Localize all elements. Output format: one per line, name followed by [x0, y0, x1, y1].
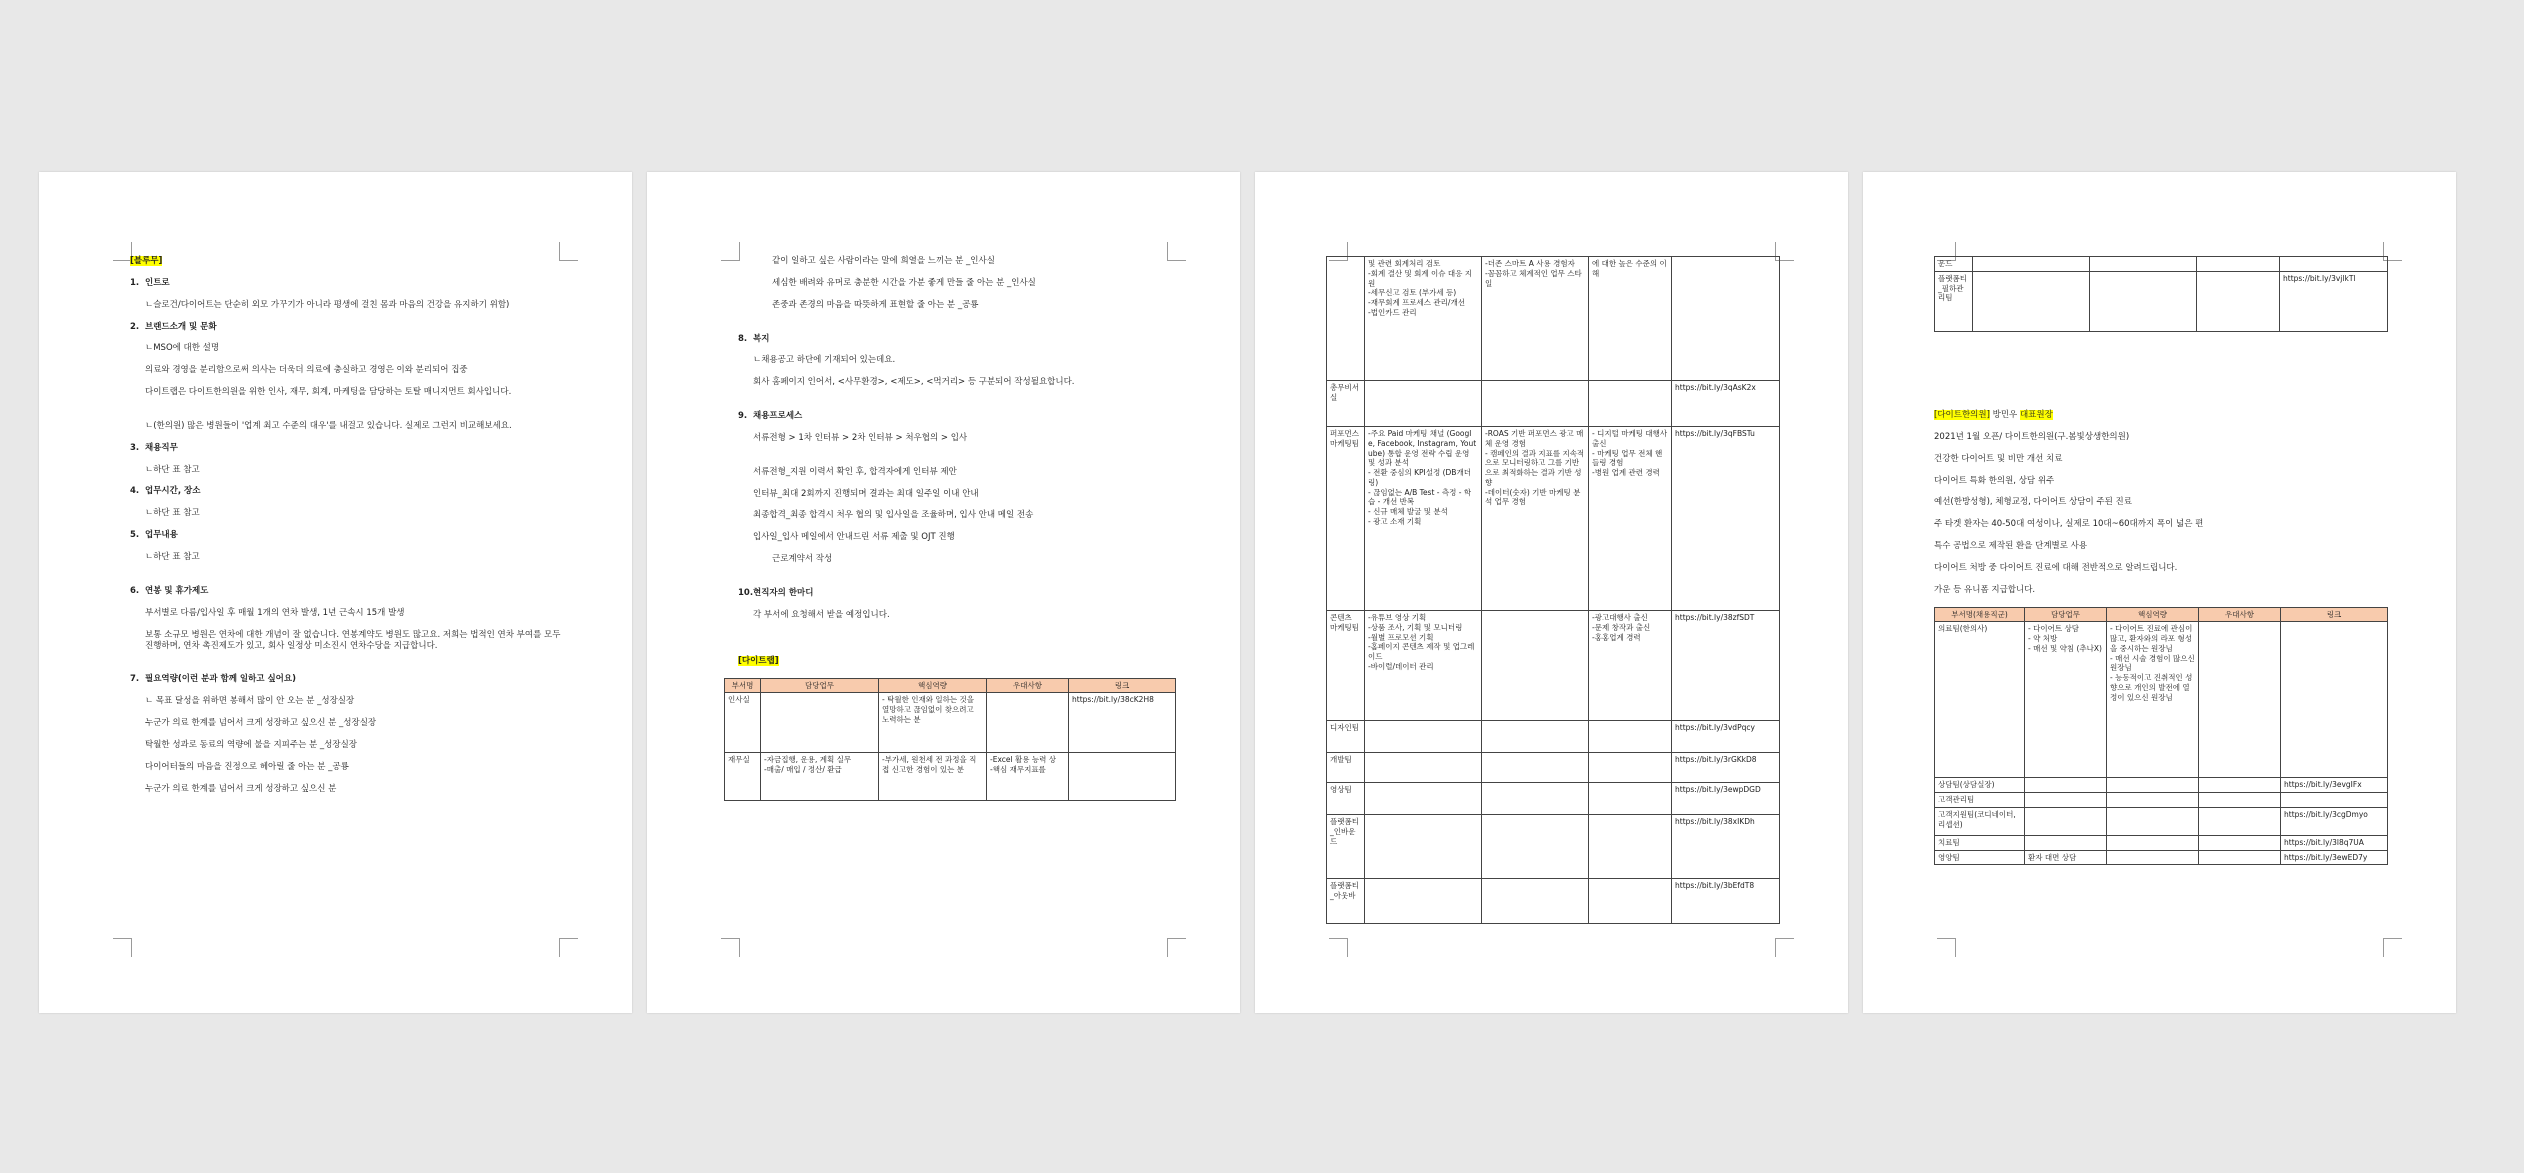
- table-cell: [1365, 783, 1482, 815]
- table-cell: [2107, 850, 2199, 865]
- dept-table-continued: [1934, 256, 2388, 332]
- table-cell: [2199, 850, 2281, 865]
- link-cell[interactable]: https://bit.ly/3cgDmyo: [2281, 807, 2388, 835]
- paragraph-line: 인터뷰_최대 2회까지 진행되며 결과는 최대 일주일 이내 안내: [753, 488, 979, 499]
- section-heading: 10.현직자의 한마디: [738, 587, 814, 598]
- link-cell[interactable]: https://bit.ly/3ewED7y: [2281, 850, 2388, 865]
- paragraph-line: 다이어트 특화 한의원, 상담 위주: [1934, 475, 2055, 486]
- column-header: 부서명(채용직군): [1935, 607, 2025, 622]
- paragraph-line: 존중과 존경의 마음을 따뜻하게 표현할 줄 아는 분 _공룡: [772, 299, 979, 310]
- table-cell: [1589, 783, 1672, 815]
- table-cell: [1973, 271, 2090, 331]
- table-cell: [1589, 879, 1672, 924]
- table-row: [1327, 879, 1780, 924]
- table-cell: 인사실: [725, 693, 761, 753]
- section-heading: 4. 업무시간, 장소: [130, 486, 201, 497]
- table-cell: [1327, 257, 1365, 381]
- crop-mark: [559, 938, 578, 957]
- section-heading: 3. 채용직무: [130, 442, 178, 453]
- table-cell: 개발팀: [1327, 753, 1365, 783]
- table-row: [1935, 807, 2388, 835]
- paragraph-line: ㄴ하단 표 참고: [145, 551, 200, 562]
- section-heading: 6. 연봉 및 휴가제도: [130, 585, 209, 596]
- spacer: [738, 632, 1170, 644]
- link-cell[interactable]: https://bit.ly/3bEfdT8: [1672, 879, 1780, 924]
- table-cell: 상담팀(상담실장): [1935, 778, 2025, 793]
- table-header-row: [1935, 607, 2388, 622]
- table-cell: -Excel 활용 능력 상 -핵심 재무지표를: [987, 753, 1069, 801]
- spacer: [738, 322, 1170, 334]
- table-cell: [2107, 778, 2199, 793]
- table-cell: -광고대행사 출신 -문제 창작과 출신 -홍홍업계 경력: [1589, 611, 1672, 721]
- document-page-1: [39, 172, 632, 1013]
- table-cell: [1365, 721, 1482, 753]
- table-cell: 환자 대면 상담: [2025, 850, 2107, 865]
- crop-mark: [2383, 938, 2402, 957]
- table-cell: - 탁월한 인재와 일하는 것을 열망하고 끊임없이 찾으려고 노력하는 분: [879, 693, 987, 753]
- paragraph-line: ㄴMSO에 대한 설명: [145, 343, 220, 354]
- table-cell: [1482, 753, 1589, 783]
- paragraph-line: 서류전형 > 1차 인터뷰 > 2차 인터뷰 > 처우협의 > 입사: [753, 432, 968, 443]
- column-header: 링크: [2281, 607, 2388, 622]
- table-cell: 플랫폼티_인바운드: [1327, 815, 1365, 879]
- paragraph-line: ㄴ 목표 달성을 위하면 봉해서 많이 안 오는 분 _성장실장: [145, 696, 355, 707]
- table-cell: [2107, 793, 2199, 808]
- paragraph-line: ㄴ(한의원) 많은 병원들이 '업계 최고 수준의 대우'를 내걸고 있습니다. 실제로 그런지 비교해보세요.: [145, 420, 512, 431]
- paragraph-line: ㄴ채용공고 하단에 기재되어 있는데요.: [753, 355, 896, 366]
- table-cell: 플랫폼티_필하관리팀: [1935, 271, 1973, 331]
- table-cell: -더존 스마트 A 사용 경험자 -꼼꼼하고 체계적인 업무 스타일: [1482, 257, 1589, 381]
- table-cell: -자금집행, 운용, 계획 실무 -매출/ 매입 / 정산/ 환급: [761, 753, 879, 801]
- table-cell: [2199, 778, 2281, 793]
- link-cell[interactable]: https://bit.ly/38zfSDT: [1672, 611, 1780, 721]
- table-cell: [2199, 622, 2281, 778]
- table-cell: [2090, 257, 2197, 272]
- table-cell: [1973, 257, 2090, 272]
- table-row: [1935, 622, 2388, 778]
- table-cell: 콘텐츠 마케팅팀: [1327, 611, 1365, 721]
- link-cell[interactable]: https://bit.ly/3evgIFx: [2281, 778, 2388, 793]
- section-heading: 1. 인트로: [130, 277, 170, 288]
- paragraph-line: 서류전형_지원 이력서 확인 후, 합격자에게 인터뷰 제안: [753, 466, 957, 477]
- spacer: [130, 662, 562, 674]
- table-row: [1327, 611, 1780, 721]
- table-row: [1327, 815, 1780, 879]
- table-cell: [1482, 815, 1589, 879]
- table-row: [1935, 271, 2388, 331]
- table-row: [1327, 427, 1780, 611]
- table-cell: 재무실: [725, 753, 761, 801]
- paragraph-line: 다이트랩은 다이트한의원을 위한 인사, 재무, 회계, 마케팅을 담당하는 토탈 매니지먼트 회사입니다.: [145, 387, 512, 398]
- dept-table: [724, 678, 1176, 802]
- table-cell: -부가세, 원천세 전 과정을 직접 신고한 경험이 있는 분: [879, 753, 987, 801]
- paragraph-line: 의료와 경영을 분리함으로써 의사는 더욱더 의료에 충실하고 경영은 이와 분리되어 집중: [145, 365, 468, 376]
- table-cell: [1589, 381, 1672, 427]
- crop-mark: [1329, 938, 1348, 957]
- column-header: 담당업무: [761, 678, 879, 693]
- paragraph-line: 건강한 다이어트 및 비만 개선 치료: [1934, 453, 2063, 464]
- column-header: 부서명: [725, 678, 761, 693]
- table-cell: -유튜브 영상 기획 -상품 조사, 기획 및 모니터링 -월별 프로모션 기획 -홈페이지 콘텐츠 제작 및 업그레이드 -바이럴/데이터 관리: [1365, 611, 1482, 721]
- table-cell: - 다이어트 상담 - 약 처방 - 매선 및 약침 (추나X): [2025, 622, 2107, 778]
- table-cell: [761, 693, 879, 753]
- paragraph-line: ㄴ하단 표 참고: [145, 508, 200, 519]
- paragraph-line: 보통 소규모 병원은 연차에 대한 개념이 잘 없습니다. 연봉계약도 병원도 많고요. 저희는 법적인 연차 부여를 모두 진행하며, 연차 촉진제도가 있고, 회사 일정상 미소진시 연차수당을 지급합니다.: [145, 629, 561, 651]
- table-cell: [2199, 835, 2281, 850]
- table-cell: - 다이어트 진료에 관심이 많고, 환자와의 라포 형성을 중시하는 원장님 - 매선 시술 경험이 많으신 원장님 - 능동적이고 진취적인 성향으로 개인의 발전에 열정이 있으신 원장님: [2107, 622, 2199, 778]
- column-header: 링크: [1069, 678, 1176, 693]
- paragraph-line: 근로계약서 작성: [772, 554, 833, 565]
- link-cell[interactable]: https://bit.ly/3vjlkTl: [2280, 271, 2388, 331]
- table-cell: [1482, 381, 1589, 427]
- column-header: 우대사항: [2199, 607, 2281, 622]
- section-heading: 2. 브랜드소개 및 문화: [130, 321, 217, 332]
- table-cell: [1482, 721, 1589, 753]
- column-header: 핵심역량: [2107, 607, 2199, 622]
- table-cell: [2090, 271, 2197, 331]
- link-cell[interactable]: https://bit.ly/3ewpDGD: [1672, 783, 1780, 815]
- section-heading: 7. 필요역량(이런 분과 함께 일하고 싶어요): [130, 674, 296, 685]
- table-cell: 총무비서실: [1327, 381, 1365, 427]
- spacer: [130, 574, 562, 586]
- paragraph-line: 다이어트 처방 중 다이어트 진료에 대해 전반적으로 알려드립니다.: [1934, 562, 2178, 573]
- table-row: [1935, 793, 2388, 808]
- table-cell: [2025, 807, 2107, 835]
- paragraph-line: 각 부서에 요청해서 받을 예정입니다.: [753, 609, 890, 620]
- table-cell: - 디지털 마케팅 대행사 출신 - 마케팅 업무 전체 핸들링 경험 -병원 업계 관련 경력: [1589, 427, 1672, 611]
- paragraph-line: 같이 일하고 싶은 사람이라는 말에 희열을 느끼는 분 _인사실: [772, 256, 995, 266]
- table-cell: [2197, 257, 2280, 272]
- paragraph-line: 최종합격_최종 합격시 처우 협의 및 입사일을 조율하며, 입사 안내 메일 전송: [753, 510, 1034, 521]
- table-cell: [1482, 611, 1589, 721]
- table-row: [1327, 783, 1780, 815]
- table-row: [1935, 778, 2388, 793]
- spacer: [738, 576, 1170, 588]
- paragraph-line: 2021년 1월 오픈/ 다이트한의원(구.봄빛상생한의원): [1934, 431, 2130, 442]
- table-cell: [1672, 257, 1780, 381]
- link-cell[interactable]: https://bit.ly/3qFBSTu: [1672, 427, 1780, 611]
- table-cell: [2025, 793, 2107, 808]
- table-cell: 영양팀: [1935, 850, 2025, 865]
- paragraph-line: 누군가 의료 한계를 넘어서 크게 성장하고 싶으신 분: [145, 783, 337, 794]
- paragraph-line: 다이어터들의 마음을 진정으로 헤아릴 줄 아는 분 _공룡: [145, 761, 349, 772]
- document-page-3: [1255, 172, 1848, 1013]
- table-row: [1327, 257, 1780, 381]
- column-header: 우대사항: [987, 678, 1069, 693]
- table-cell: 에 대한 높은 수준의 이해: [1589, 257, 1672, 381]
- table-cell: 고객관리팀: [1935, 793, 2025, 808]
- table-cell: 치료팀: [1935, 835, 2025, 850]
- link-cell[interactable]: https://bit.ly/3vdPqcy: [1672, 721, 1780, 753]
- paragraph-line: ㄴ하단 표 참고: [145, 464, 200, 475]
- spacer: [738, 644, 1170, 656]
- crop-mark: [1775, 938, 1794, 957]
- table-cell: [2199, 807, 2281, 835]
- paragraph-line: 회사 홈페이지 인어서, <사무환경>, <제도>, <먹거리> 등 구분되어 작성될요합니다.: [753, 377, 1075, 388]
- table-cell: [2280, 257, 2388, 272]
- spacer: [130, 409, 562, 421]
- table-cell: 영상팀: [1327, 783, 1365, 815]
- table-cell: [1482, 879, 1589, 924]
- table-cell: 운드: [1935, 257, 1973, 272]
- table-cell: [1482, 783, 1589, 815]
- clinic-description: [1934, 432, 2386, 596]
- crop-mark: [113, 938, 132, 957]
- table-cell: [2199, 793, 2281, 808]
- paragraph-line: 탁월한 성과로 동료의 역량에 불을 지피주는 분 _성장실장: [145, 739, 358, 750]
- table-cell: [2281, 793, 2388, 808]
- page-1-body: [130, 278, 562, 795]
- table-cell: [2107, 835, 2199, 850]
- table-cell: [1589, 815, 1672, 879]
- paragraph-line: 누군가 의료 한계를 넘어서 크게 성장하고 싶으신 분 _성장실장: [145, 718, 377, 729]
- clinic-table: [1934, 607, 2388, 866]
- table-cell: 플랫폼티_아웃바: [1327, 879, 1365, 924]
- table-row: [1935, 850, 2388, 865]
- table-cell: 의료팀(한의사): [1935, 622, 2025, 778]
- table-cell: [2197, 271, 2280, 331]
- link-cell[interactable]: https://bit.ly/3l8q7UA: [2281, 835, 2388, 850]
- table-cell: [2025, 778, 2107, 793]
- paragraph-line: 입사일_입사 메일에서 안내드린 서류 제출 및 OJT 진행: [753, 532, 955, 543]
- document-page-4: [1863, 172, 2456, 1013]
- paragraph-line: 부서별로 다름/입사일 후 매월 1개의 연차 발생, 1년 근속시 15개 발생: [145, 607, 405, 618]
- table-cell: -주요 Paid 마케팅 채널 (Google, Facebook, Instagram, Youtube) 통합 운영 전략 수립 운영 및 성과 분석 - 전환 중심의 KPI설정 (DB개더링) - 끊임없는 A/B Test - 측정 - 학습 - 개선 반복 - 신규 매체 발굴 및 분석 - 광고 소재 기획: [1365, 427, 1482, 611]
- table-cell: [1589, 721, 1672, 753]
- table-row: [1327, 753, 1780, 783]
- table-cell: [1589, 753, 1672, 783]
- spacer: [738, 455, 1170, 467]
- table-cell: 및 관련 회계처리 검토 -회계 결산 및 회계 이슈 대응 지원 -세무신고 검토 (부가세 등) -재무회계 프로세스 관리/개선 -법인카드 관리: [1365, 257, 1482, 381]
- paragraph-line: 주 타겟 환자는 40-50대 여성이나, 실제로 10대~60대까지 폭이 넓은 편: [1934, 519, 2204, 530]
- table-row: [1327, 721, 1780, 753]
- table-row: [725, 753, 1176, 801]
- table-cell: 디자인팀: [1327, 721, 1365, 753]
- link-cell[interactable]: https://bit.ly/3rGKkD8: [1672, 753, 1780, 783]
- page-2-body: [738, 256, 1170, 656]
- table-header-row: [725, 678, 1176, 693]
- table-cell: [1365, 879, 1482, 924]
- column-header: 핵심역량: [879, 678, 987, 693]
- table-cell: 고객지원팀(코디네이터, 리셉션): [1935, 807, 2025, 835]
- paragraph-line: 가운 등 유니폼 지급합니다.: [1934, 584, 2036, 595]
- table-cell: 퍼포먼스마케팅팀: [1327, 427, 1365, 611]
- table-label: [다이트랩]: [738, 655, 779, 666]
- paragraph-line: 세심한 배려와 유머로 충분한 시간을 가분 좋게 만들 줄 아는 분 _인사실: [772, 277, 1036, 288]
- crop-mark: [1937, 938, 1956, 957]
- dept-table-continued: [1326, 256, 1780, 924]
- table-cell: [1365, 753, 1482, 783]
- table-cell: [2025, 835, 2107, 850]
- section-heading: 5. 업무내용: [130, 530, 178, 541]
- table-cell: [1365, 815, 1482, 879]
- link-cell[interactable]: https://bit.ly/38xIKDh: [1672, 815, 1780, 879]
- table-row: [1935, 835, 2388, 850]
- table-cell: [1365, 381, 1482, 427]
- crop-mark: [721, 938, 740, 957]
- clinic-heading: [다이트한의원] 방민우 대표원장: [1934, 410, 2053, 420]
- crop-mark: [1167, 938, 1186, 957]
- table-cell: -ROAS 기반 퍼포먼스 광고 매체 운영 경험 - 캠페인의 결과 지표를 지속적으로 모니터링하고 그를 기반으로 최적화하는 결과 기반 성향 -데이터(숫자) 기반 마케팅 분석 업무 경험: [1482, 427, 1589, 611]
- link-cell[interactable]: https://bit.ly/38cK2H8: [1069, 693, 1176, 753]
- table-row: [725, 693, 1176, 753]
- page-heading: [블루무]: [130, 256, 163, 266]
- table-cell: [2281, 622, 2388, 778]
- table-row: [1327, 381, 1780, 427]
- table-row: [1935, 257, 2388, 272]
- column-header: 담당업무: [2025, 607, 2107, 622]
- document-page-2: [647, 172, 1240, 1013]
- paragraph-line: ㄴ슬로건/다이어트는 단순히 외모 가꾸기가 아니라 평생에 걸친 몸과 마음의 건강을 유지하기 위함): [145, 299, 510, 310]
- section-heading: 9. 채용프로세스: [738, 411, 803, 422]
- link-cell[interactable]: https://bit.ly/3qAsK2x: [1672, 381, 1780, 427]
- paragraph-line: 예선(한방성형), 체형교정, 다이어트 상담이 주된 진료: [1934, 497, 2132, 508]
- spacer: [738, 399, 1170, 411]
- paragraph-line: 특수 공법으로 제작된 환을 단계별로 사용: [1934, 541, 2088, 552]
- table-cell: [2107, 807, 2199, 835]
- section-heading: 8. 복지: [738, 333, 770, 344]
- table-cell: [987, 693, 1069, 753]
- table-cell: [1069, 753, 1176, 801]
